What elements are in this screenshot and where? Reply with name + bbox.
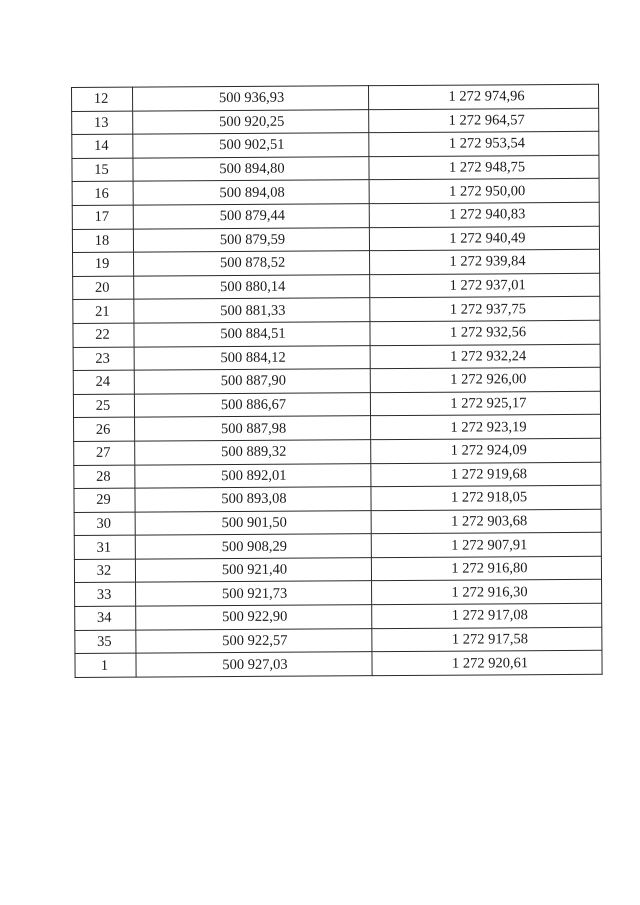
y-coordinate-cell: 1 272 920,61	[372, 651, 602, 676]
coordinates-table-body	[72, 84, 603, 677]
x-coordinate-cell: 500 887,98	[135, 416, 371, 441]
x-coordinate-cell: 500 887,90	[134, 369, 370, 394]
x-coordinate-cell: 500 901,50	[135, 510, 371, 535]
point-number-cell: 14	[72, 134, 133, 158]
y-coordinate-cell: 1 272 917,08	[372, 603, 602, 628]
table-row	[73, 249, 600, 276]
point-number-cell: 19	[73, 252, 134, 276]
coordinates-table	[71, 84, 603, 678]
x-coordinate-cell: 500 892,01	[135, 463, 371, 488]
x-coordinate-cell: 500 886,67	[134, 392, 370, 417]
table-row	[74, 415, 601, 442]
point-number-cell: 25	[73, 394, 134, 418]
point-number-cell: 30	[74, 512, 135, 536]
y-coordinate-cell: 1 272 948,75	[369, 155, 599, 180]
point-number-cell: 24	[73, 370, 134, 394]
y-coordinate-cell: 1 272 917,58	[372, 627, 602, 652]
table-row	[74, 462, 601, 489]
point-number-cell: 34	[75, 606, 136, 630]
y-coordinate-cell: 1 272 940,83	[369, 202, 599, 227]
x-coordinate-cell: 500 921,40	[135, 558, 371, 583]
x-coordinate-cell: 500 889,32	[135, 440, 371, 465]
x-coordinate-cell: 500 880,14	[134, 274, 370, 299]
table-row	[75, 627, 602, 654]
y-coordinate-cell: 1 272 937,01	[370, 273, 600, 298]
table-row	[75, 580, 602, 607]
point-number-cell: 12	[72, 87, 133, 111]
table-row	[74, 485, 601, 512]
x-coordinate-cell: 500 922,90	[136, 605, 372, 630]
y-coordinate-cell: 1 272 937,75	[370, 297, 600, 322]
y-coordinate-cell: 1 272 919,68	[371, 462, 601, 487]
point-number-cell: 27	[74, 441, 135, 465]
table-row	[72, 226, 599, 253]
point-number-cell: 31	[74, 535, 135, 559]
table-row	[72, 131, 599, 158]
table-row	[73, 367, 600, 394]
x-coordinate-cell: 500 927,03	[136, 652, 372, 677]
table-row	[73, 297, 600, 324]
table-row	[75, 651, 602, 678]
point-number-cell: 13	[72, 111, 133, 135]
point-number-cell: 17	[72, 205, 133, 229]
table-row	[73, 320, 600, 347]
y-coordinate-cell: 1 272 918,05	[371, 485, 601, 510]
x-coordinate-cell: 500 902,51	[133, 133, 369, 158]
point-number-cell: 35	[75, 630, 136, 654]
y-coordinate-cell: 1 272 939,84	[370, 249, 600, 274]
y-coordinate-cell: 1 272 950,00	[369, 179, 599, 204]
point-number-cell: 1	[75, 653, 136, 677]
point-number-cell: 21	[73, 299, 134, 323]
point-number-cell: 15	[72, 158, 133, 182]
table-row	[72, 179, 599, 206]
table-row	[74, 533, 601, 560]
y-coordinate-cell: 1 272 964,57	[369, 108, 599, 133]
x-coordinate-cell: 500 884,51	[134, 322, 370, 347]
x-coordinate-cell: 500 879,44	[133, 204, 369, 229]
point-number-cell: 23	[73, 347, 134, 371]
y-coordinate-cell: 1 272 916,80	[371, 556, 601, 581]
x-coordinate-cell: 500 893,08	[135, 487, 371, 512]
x-coordinate-cell: 500 879,59	[133, 227, 369, 252]
table-row	[72, 108, 599, 135]
x-coordinate-cell: 500 894,08	[133, 180, 369, 205]
x-coordinate-cell: 500 894,80	[133, 156, 369, 181]
x-coordinate-cell: 500 881,33	[134, 298, 370, 323]
point-number-cell: 29	[74, 488, 135, 512]
point-number-cell: 16	[72, 181, 133, 205]
y-coordinate-cell: 1 272 923,19	[371, 415, 601, 440]
table-row	[72, 155, 599, 182]
point-number-cell: 32	[74, 559, 135, 583]
y-coordinate-cell: 1 272 953,54	[369, 131, 599, 156]
y-coordinate-cell: 1 272 903,68	[371, 509, 601, 534]
point-number-cell: 22	[73, 323, 134, 347]
x-coordinate-cell: 500 920,25	[133, 109, 369, 134]
table-row	[73, 391, 600, 418]
x-coordinate-cell: 500 921,73	[136, 581, 372, 606]
point-number-cell: 20	[73, 276, 134, 300]
y-coordinate-cell: 1 272 926,00	[370, 367, 600, 392]
y-coordinate-cell: 1 272 932,56	[370, 320, 600, 345]
table-row	[74, 556, 601, 583]
point-number-cell: 18	[72, 229, 133, 253]
y-coordinate-cell: 1 272 974,96	[368, 84, 598, 109]
x-coordinate-cell: 500 884,12	[134, 345, 370, 370]
y-coordinate-cell: 1 272 932,24	[370, 344, 600, 369]
table-row	[73, 344, 600, 371]
x-coordinate-cell: 500 908,29	[135, 534, 371, 559]
table-row	[74, 438, 601, 465]
y-coordinate-cell: 1 272 940,49	[369, 226, 599, 251]
y-coordinate-cell: 1 272 924,09	[371, 438, 601, 463]
x-coordinate-cell: 500 878,52	[134, 251, 370, 276]
point-number-cell: 28	[74, 465, 135, 489]
table-row	[73, 273, 600, 300]
x-coordinate-cell: 500 922,57	[136, 628, 372, 653]
table-row	[75, 603, 602, 630]
table-row	[72, 84, 599, 111]
y-coordinate-cell: 1 272 925,17	[370, 391, 600, 416]
point-number-cell: 26	[74, 417, 135, 441]
table-row	[72, 202, 599, 229]
y-coordinate-cell: 1 272 916,30	[372, 580, 602, 605]
table-row	[74, 509, 601, 536]
x-coordinate-cell: 500 936,93	[133, 86, 369, 111]
y-coordinate-cell: 1 272 907,91	[371, 533, 601, 558]
point-number-cell: 33	[75, 583, 136, 607]
